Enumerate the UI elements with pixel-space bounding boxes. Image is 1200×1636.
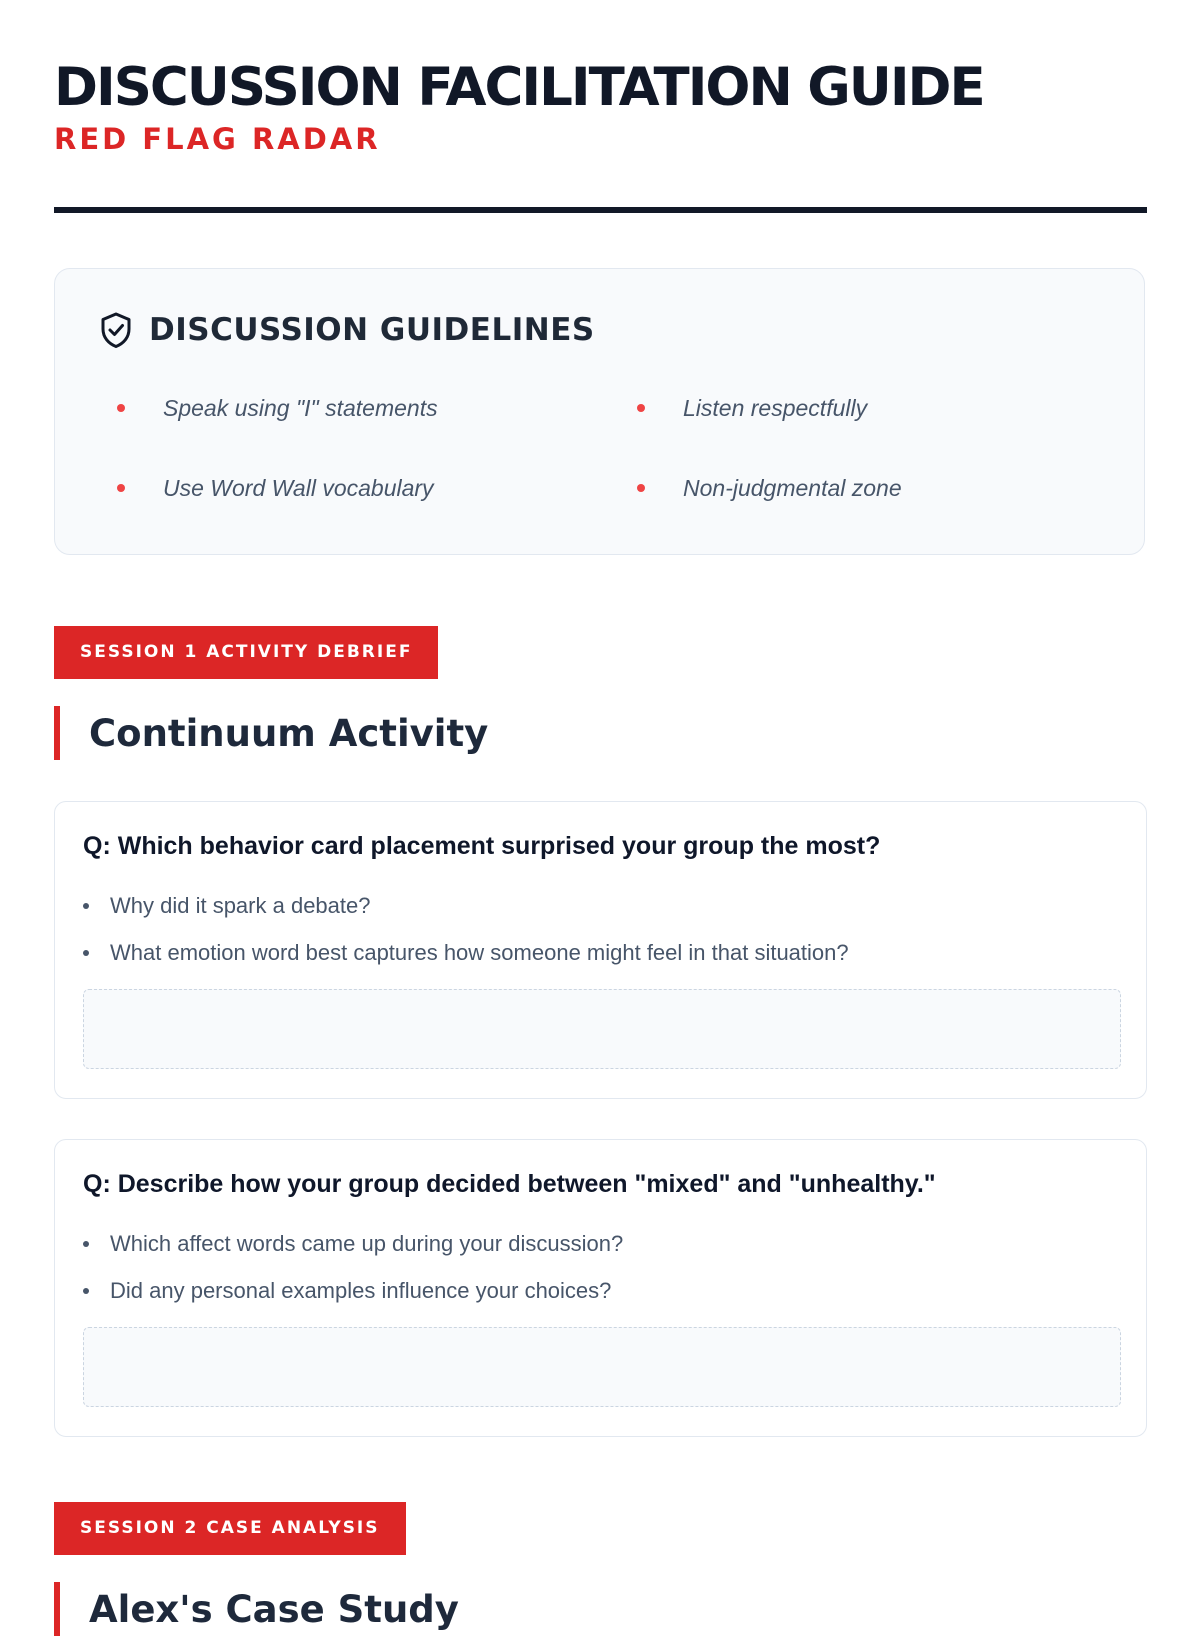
bullet-icon bbox=[117, 484, 125, 492]
guideline-item bbox=[637, 393, 867, 423]
page-title: DISCUSSION FACILITATION GUIDE bbox=[54, 57, 984, 118]
prompt-item bbox=[83, 929, 849, 976]
question-card bbox=[54, 1139, 1147, 1437]
prompt-item bbox=[83, 882, 849, 929]
guideline-item bbox=[637, 473, 902, 503]
session-badge: SESSION 1 ACTIVITY DEBRIEF bbox=[54, 626, 438, 679]
bullet-icon bbox=[83, 1288, 89, 1294]
bullet-icon bbox=[83, 950, 89, 956]
bullet-icon bbox=[637, 484, 645, 492]
section-title: Continuum Activity bbox=[89, 711, 489, 755]
guideline-text: Use Word Wall vocabulary bbox=[163, 474, 434, 501]
session-badge: SESSION 2 CASE ANALYSIS bbox=[54, 1502, 406, 1555]
section-heading bbox=[54, 1582, 459, 1636]
guidelines-heading bbox=[99, 311, 595, 349]
prompt-text: Which affect words came up during your discussion? bbox=[110, 1230, 624, 1256]
header-divider bbox=[54, 207, 1147, 213]
page-header bbox=[54, 56, 1147, 156]
guideline-text: Non-judgmental zone bbox=[683, 474, 902, 501]
guideline-text: Listen respectfully bbox=[683, 394, 868, 421]
prompt-text: Did any personal examples influence your choices? bbox=[110, 1277, 612, 1303]
guideline-item bbox=[117, 473, 434, 503]
prompt-list bbox=[83, 882, 849, 976]
guidelines-panel bbox=[54, 268, 1145, 555]
question-text: Q: Which behavior card placement surprised your group the most? bbox=[83, 832, 881, 860]
page-subtitle: RED FLAG RADAR bbox=[54, 122, 381, 156]
prompt-item bbox=[83, 1220, 623, 1267]
guideline-item bbox=[117, 393, 438, 423]
section-accent-bar bbox=[54, 1582, 60, 1636]
question-text: Q: Describe how your group decided between "mixed" and "unhealthy." bbox=[83, 1170, 936, 1198]
guidelines-title: DISCUSSION GUIDELINES bbox=[149, 312, 595, 348]
prompt-item bbox=[83, 1267, 623, 1314]
prompt-text: Why did it spark a debate? bbox=[110, 892, 371, 918]
prompt-text: What emotion word best captures how someone might feel in that situation? bbox=[110, 939, 849, 965]
guideline-text: Speak using "I" statements bbox=[163, 394, 438, 421]
bullet-icon bbox=[117, 404, 125, 412]
section-title: Alex's Case Study bbox=[89, 1587, 459, 1631]
bullet-icon bbox=[637, 404, 645, 412]
bullet-icon bbox=[83, 903, 89, 909]
answer-field[interactable] bbox=[83, 989, 1121, 1069]
question-card bbox=[54, 801, 1147, 1099]
section-heading bbox=[54, 706, 488, 760]
section-accent-bar bbox=[54, 706, 60, 760]
answer-field[interactable] bbox=[83, 1327, 1121, 1407]
shield-check-icon bbox=[99, 311, 133, 349]
bullet-icon bbox=[83, 1241, 89, 1247]
prompt-list bbox=[83, 1220, 623, 1314]
